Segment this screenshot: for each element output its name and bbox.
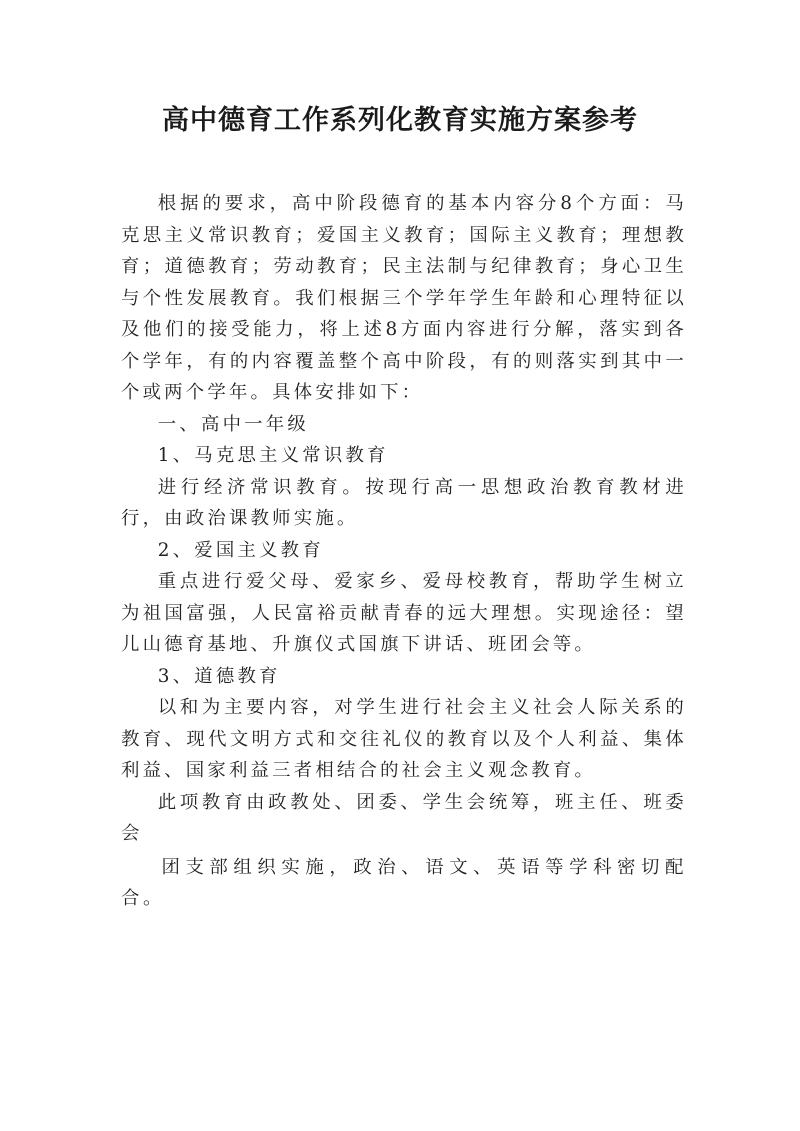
paragraph-cooperation: 团支部组织实施，政治、语文、英语等学科密切配合。	[121, 856, 687, 909]
subheading-marxism: 1、马克思主义常识教育	[157, 445, 389, 466]
paragraph-patriotism: 重点进行爱父母、爱家乡、爱母校教育，帮助学生树立为祖国富强，人民富裕贡献青春的远大理想。实现途径：望儿山德育基地、升旗仪式国旗下讲话、班团会等。	[121, 571, 687, 655]
document-title: 高中德育工作系列化教育实施方案参考	[162, 105, 638, 136]
paragraph-marxism: 进行经济常识教育。按现行高一思想政治教育教材进行，由政治课教师实施。	[121, 476, 687, 529]
subheading-morality: 3、道德教育	[157, 665, 281, 687]
subheading-patriotism: 2、爱国主义教育	[157, 539, 324, 561]
paragraph-intro: 根据的要求，高中阶段德育的基本内容分8个方面：马克思主义常识教育；爱国主义教育；国际主义教育；理想教育；道德教育；劳动教育；民主法制与纪律教育；身心卫生与个性发展教育。我们根据三个学年学生年龄和心理特征以及他们的接受能力，将上述8方面内容进行分解，落实到各个学年，有的内容覆盖整个高中阶段，有的则落实到其中一个或两个学年。具体安排如下：	[121, 193, 687, 403]
paragraph-organization: 此项教育由政教处、团委、学生会统筹，班主任、班委会	[121, 791, 687, 844]
document-body	[121, 188, 687, 915]
section-heading-grade-one: 一、高中一年级	[157, 413, 309, 435]
paragraph-morality: 以和为主要内容，对学生进行社会主义社会人际关系的教育、现代文明方式和交往礼仪的教育以及个人利益、集体利益、国家利益三者相结合的社会主义观念教育。	[121, 697, 687, 781]
